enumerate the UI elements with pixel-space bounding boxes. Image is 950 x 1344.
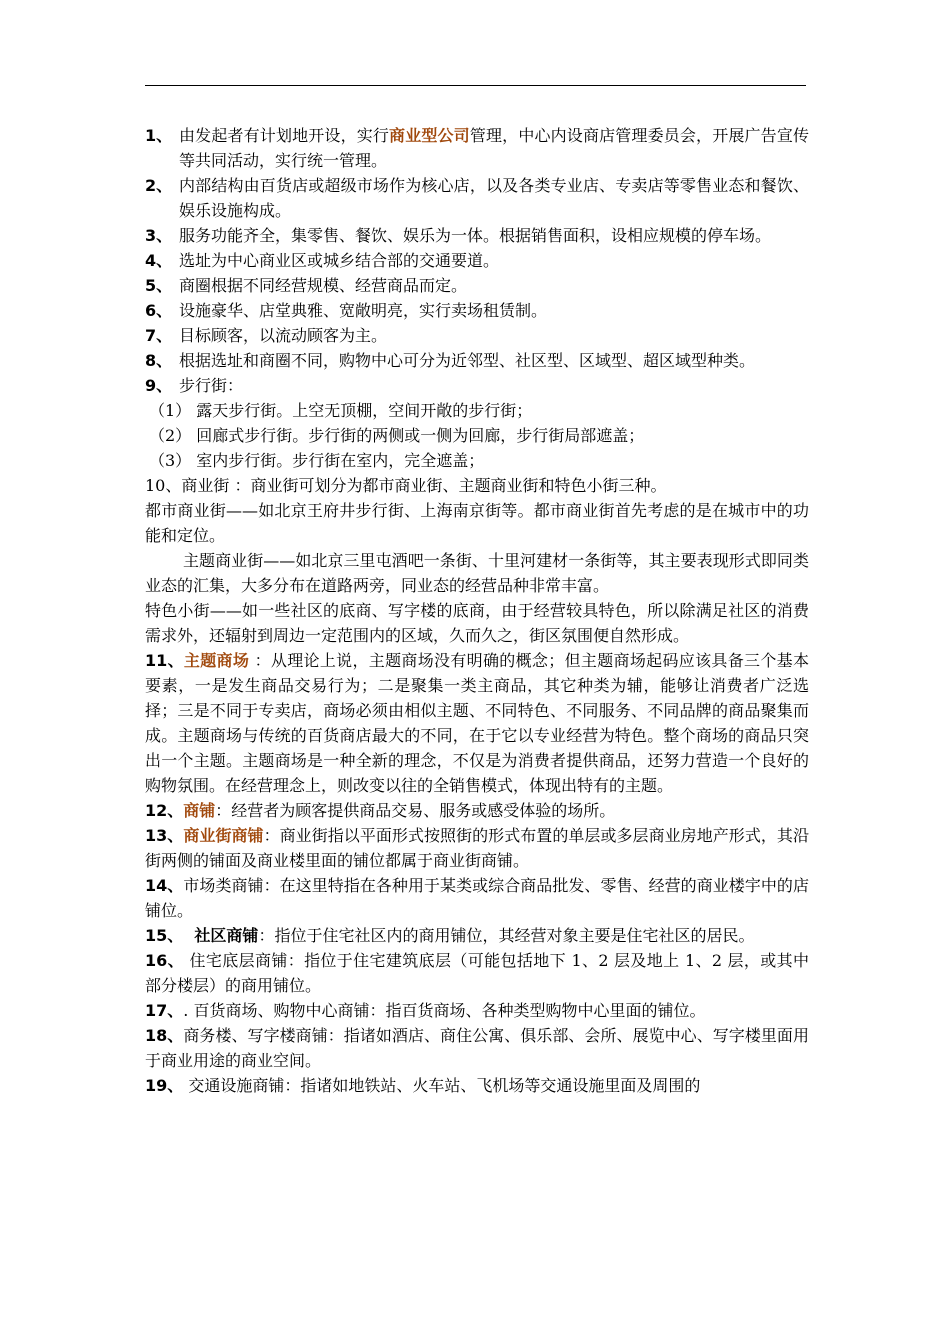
- item-number: 6、: [145, 301, 173, 320]
- paragraph-13: [145, 823, 809, 873]
- paragraph-15: [145, 923, 809, 948]
- list-item: [145, 323, 809, 348]
- item-text: 根据选址和商圈不同，购物中心可分为近邻型、社区型、区域型、超区域型种类。: [179, 351, 756, 370]
- list-item: [145, 373, 809, 398]
- paragraph-19: [145, 1073, 809, 1098]
- list-item: [145, 348, 809, 373]
- item-number: 7、: [145, 326, 173, 345]
- item-text: 管理，中心内设商店管理委员会，开展广告宣传等共同活动，实行统一管理。: [179, 126, 809, 170]
- item-number: 4、: [145, 251, 173, 270]
- item-text: 市场类商铺：在这里特指在各种用于某类或综合商品批发、零售、经营的商业楼宇中的店铺位。: [145, 876, 809, 920]
- paragraph-18: [145, 1023, 809, 1073]
- sub-item: （2） 回廊式步行街。步行街的两侧或一侧为回廊，步行街局部遮盖；: [149, 426, 645, 445]
- item-text: 设施豪华、店堂典雅、宽敞明亮，实行卖场租赁制。: [179, 301, 548, 320]
- item-number: 3、: [145, 226, 173, 245]
- item-number: 9、: [145, 376, 173, 395]
- item-number: 16、: [145, 951, 185, 970]
- item-number: 19、: [145, 1076, 184, 1095]
- highlighted-term: 商铺: [183, 801, 216, 820]
- item-text: 选址为中心商业区或城乡结合部的交通要道。: [179, 251, 500, 270]
- paragraph-16: [145, 948, 809, 998]
- item-number: 5、: [145, 276, 173, 295]
- header-rule: [145, 85, 806, 86]
- paragraph-10: 10、商业街 ：商业街可划分为都市商业街、主题商业街和特色小街三种。: [145, 476, 667, 495]
- item-text: 交通设施商铺：指诸如地铁站、火车站、飞机场等交通设施里面及周围的: [183, 1076, 701, 1095]
- item-text: ：指位于住宅社区内的商用铺位，其经营对象主要是住宅社区的居民。: [258, 926, 755, 945]
- highlighted-term: 商业街商铺: [183, 826, 264, 845]
- item-text: 商务楼、写字楼商铺：指诸如酒店、商住公寓、俱乐部、会所、展览中心、写字楼里面用于商业用途的商业空间。: [145, 1026, 809, 1070]
- sub-item: （3） 室内步行街。步行街在室内，完全遮盖；: [149, 451, 485, 470]
- paragraph-17: [145, 998, 809, 1023]
- item-number: 13、: [145, 826, 184, 845]
- item-number: 15、: [145, 926, 184, 945]
- item-number: 8、: [145, 351, 173, 370]
- item-text: . 百货商场、购物中心商铺：指百货商场、各种类型购物中心里面的铺位。: [183, 1001, 706, 1020]
- item-number: 18、: [145, 1026, 184, 1045]
- list-item: [145, 273, 809, 298]
- paragraph-11: [145, 648, 809, 798]
- sub-item: （1） 露天步行街。上空无顶棚，空间开敞的步行街；: [149, 401, 533, 420]
- item-number: 11、: [145, 651, 184, 670]
- item-text: ：商业街指以平面形式按照街的形式布置的单层或多层商业房地产形式，其沿街两侧的铺面及商业楼里面的铺位都属于商业街商铺。: [145, 826, 809, 870]
- list-item: [145, 248, 809, 273]
- highlighted-term: 商业型公司: [389, 126, 470, 145]
- item-number: 12、: [145, 801, 184, 820]
- paragraph-12: [145, 798, 809, 823]
- item-text: ：从理论上说，主题商场没有明确的概念；但主题商场起码应该具备三个基本要素，一是发生商品交易行为；二是聚集一类主商品，其它种类为辅，能够让消费者广泛选择；三是不同于专卖店，商场必须由相似主题、不同特色、不同服务、不同品牌的商品聚集而成。主题商场与传统的百货商店最大的不同，在于它以专业经营为特色。整个商场的商品只突出一个主题。主题商场是一种全新的理念，不仅是为消费者提供商品，还努力营造一个良好的购物氛围。在经营理念上，则改变以往的全销售模式，体现出特有的主题。: [145, 651, 809, 795]
- paragraph-theme-street: 主题商业街——如北京三里屯酒吧一条街、十里河建材一条街等，其主要表现形式即同类业态的汇集，大多分布在道路两旁，同业态的经营品种非常丰富。: [145, 551, 809, 595]
- item-number: 17、: [145, 1001, 184, 1020]
- item-text: 服务功能齐全，集零售、餐饮、娱乐为一体。根据销售面积，设相应规模的停车场。: [179, 226, 772, 245]
- item-text: 商圈根据不同经营规模、经营商品而定。: [179, 276, 468, 295]
- paragraph-14: [145, 873, 809, 923]
- item-number: 2、: [145, 176, 173, 195]
- highlighted-term: 主题商场: [183, 651, 250, 670]
- item-number: 14、: [145, 876, 184, 895]
- list-item: [145, 173, 809, 223]
- item-number: 1、: [145, 126, 173, 145]
- item-text: 由发起者有计划地开设，实行: [179, 126, 390, 145]
- list-item: [145, 298, 809, 323]
- item-text: 目标顾客，以流动顾客为主。: [179, 326, 388, 345]
- item-text: 步行街：: [179, 376, 244, 395]
- document-body: [145, 123, 809, 1098]
- item-text: 住宅底层商铺：指位于住宅建筑底层（可能包括地下 1、2 层及地上 1、2 层，或其中部分楼层）的商用铺位。: [145, 951, 809, 995]
- paragraph-urban-street: 都市商业街——如北京王府井步行街、上海南京街等。都市商业街首先考虑的是在城市中的功能和定位。: [145, 501, 809, 545]
- paragraph-feature-street: 特色小街——如一些社区的底商、写字楼的底商，由于经营较具特色，所以除满足社区的消费需求外，还辐射到周边一定范围内的区域，久而久之，街区氛围便自然形成。: [145, 601, 809, 645]
- item-text: ：经营者为顾客提供商品交易、服务或感受体验的场所。: [215, 801, 616, 820]
- list-item: [145, 223, 809, 248]
- bold-term: 社区商铺: [183, 926, 259, 945]
- list-item: [145, 123, 809, 173]
- item-text: 内部结构由百货店或超级市场作为核心店，以及各类专业店、专卖店等零售业态和餐饮、娱乐设施构成。: [179, 176, 809, 220]
